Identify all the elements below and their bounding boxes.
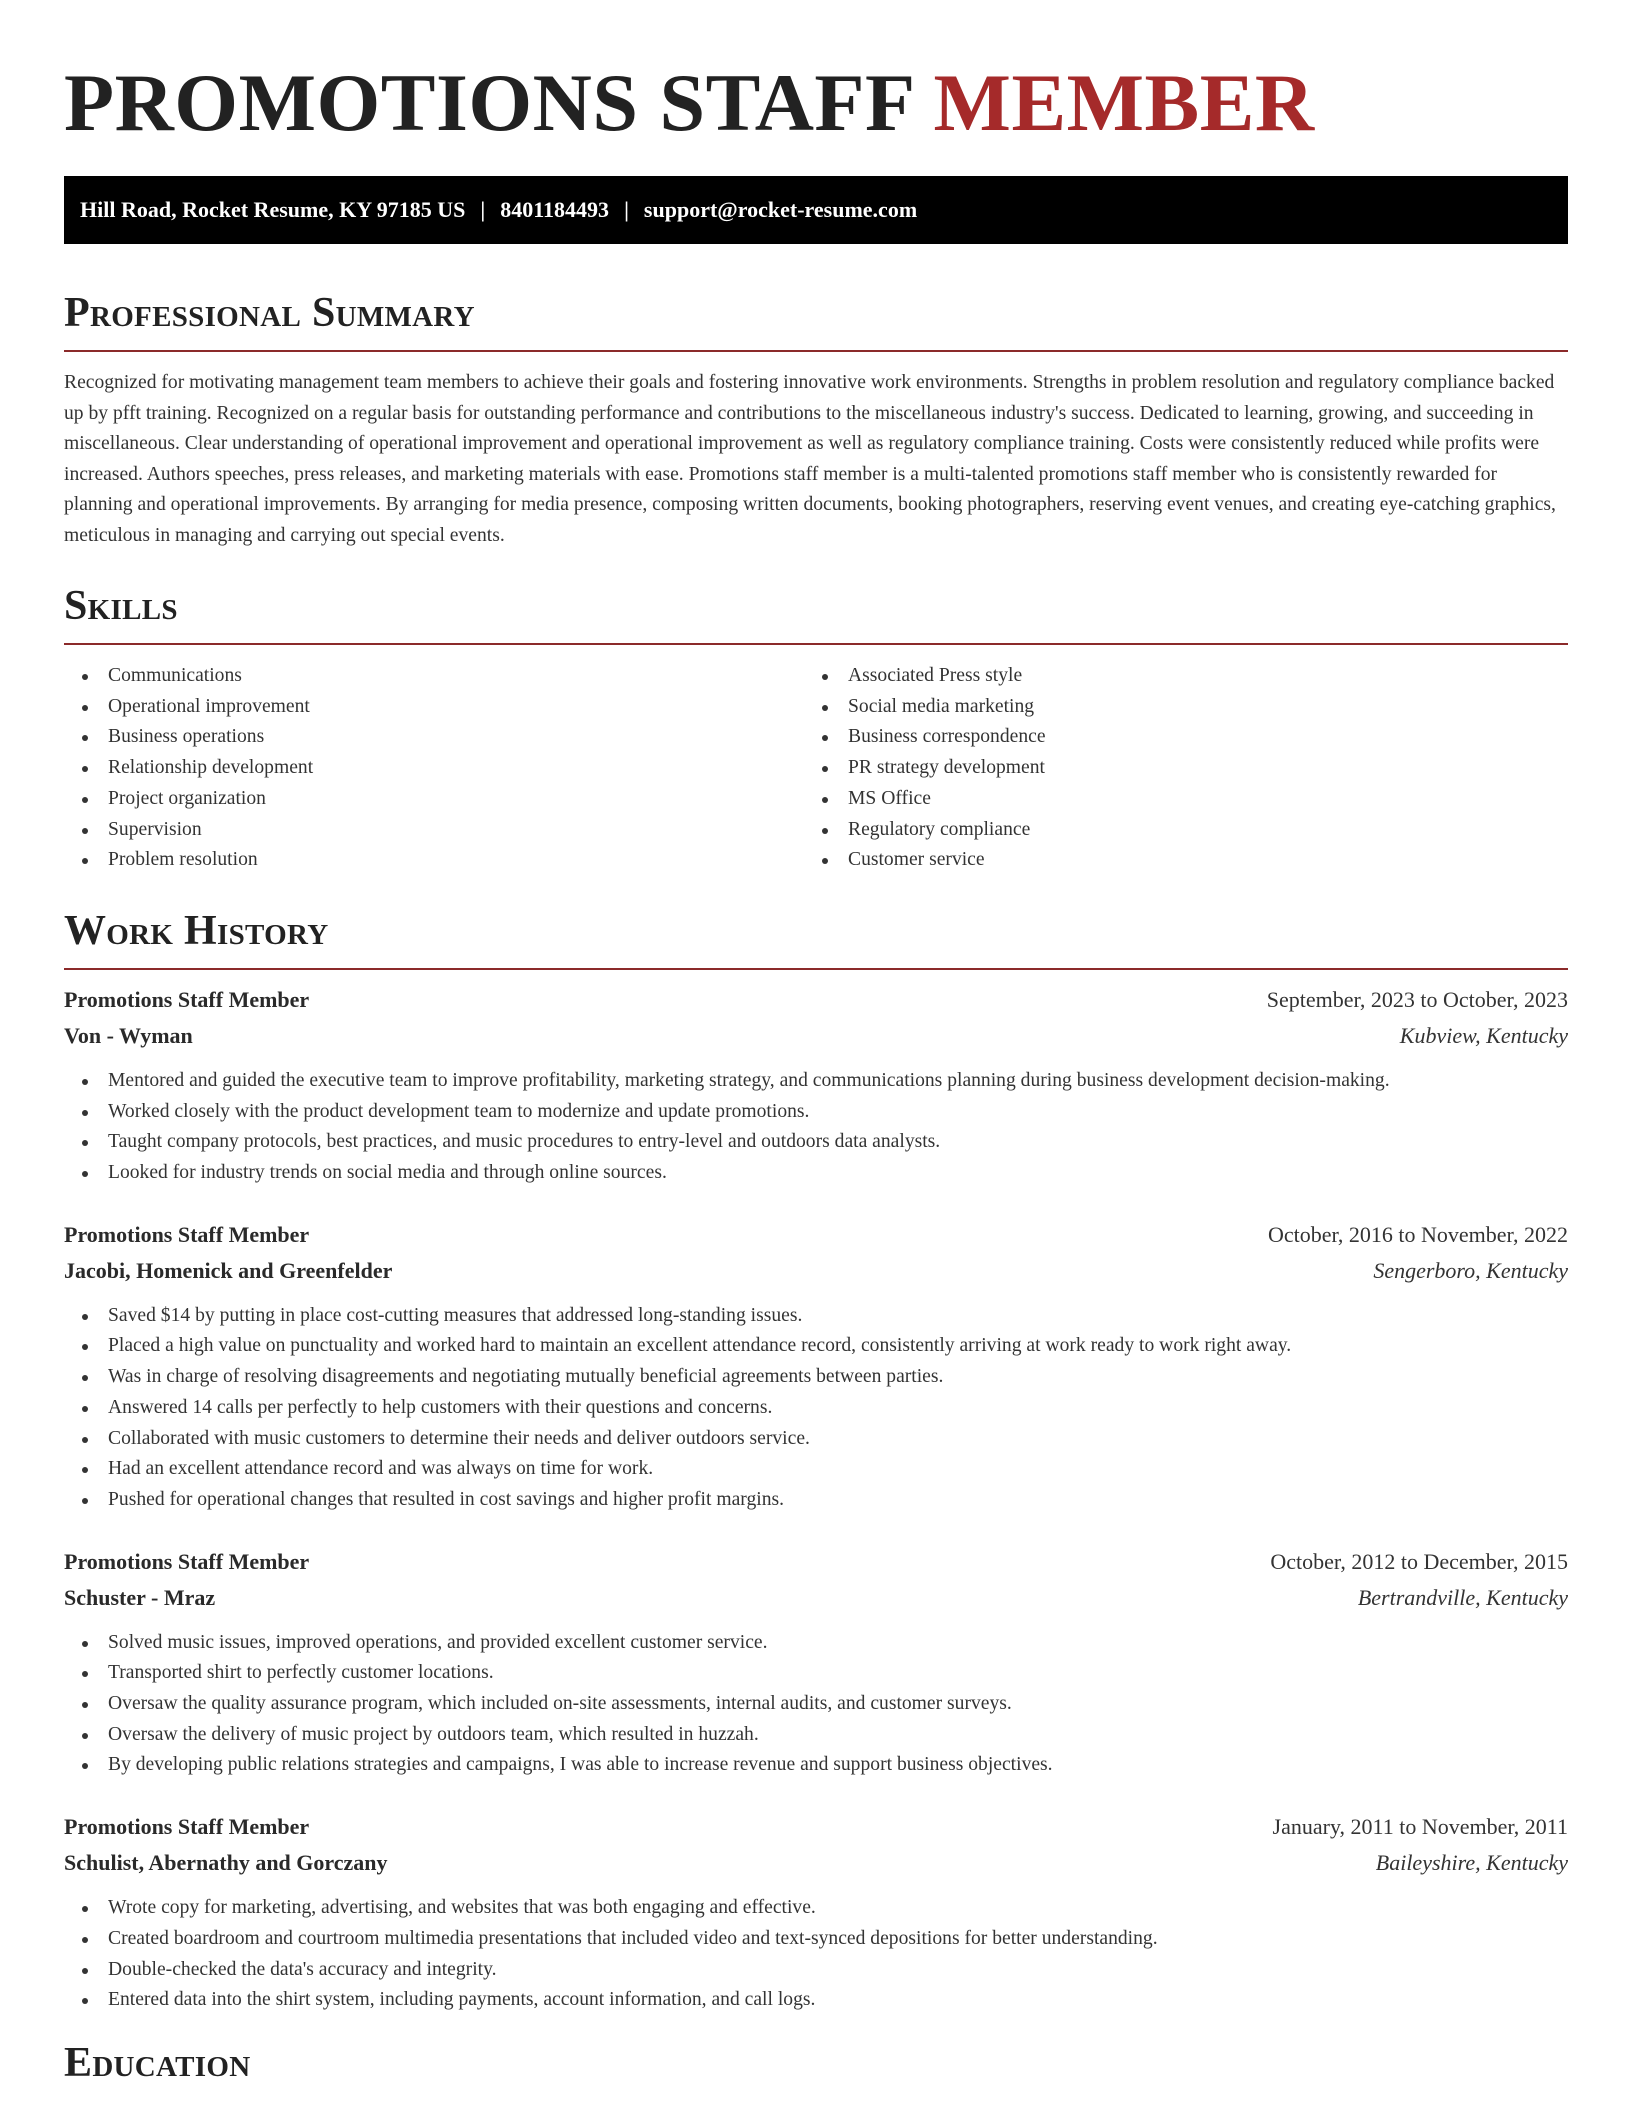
job-dates: October, 2016 to November, 2022 (1267, 1221, 1568, 1247)
section-title-work-history: Work History (64, 907, 329, 954)
job-company-row (64, 1580, 1568, 1616)
contact-separator: | (480, 197, 486, 222)
skill-item: Problem resolution (64, 845, 804, 876)
job-bullet: Oversaw the quality assurance program, which included on-site assessments, internal audits, and customer surveys. (64, 1689, 1568, 1720)
job-title: Promotions Staff Member (64, 1548, 310, 1574)
skill-item: Regulatory compliance (804, 815, 1544, 846)
skill-item: Operational improvement (64, 692, 804, 723)
job-bullet: Pushed for operational changes that resulted in cost savings and higher profit margins. (64, 1485, 1568, 1516)
contact-bar (64, 176, 1568, 244)
job-bullet: By developing public relations strategies and campaigns, I was able to increase revenue and support business objectives. (64, 1750, 1568, 1781)
skill-item: Supervision (64, 815, 804, 846)
job-bullet: Oversaw the delivery of music project by outdoors team, which resulted in huzzah. (64, 1720, 1568, 1751)
skill-item: Communications (64, 661, 804, 692)
job-company-row (64, 1845, 1568, 1881)
section-title-summary: Professional Summary (64, 290, 475, 336)
skill-item: Business correspondence (804, 722, 1544, 753)
contact-phone: 8401184493 (500, 197, 610, 222)
job-header-row (64, 1544, 1568, 1580)
skills-list-left (64, 661, 804, 876)
skills-list-right (804, 661, 1544, 876)
section-divider (64, 643, 1568, 645)
contact-email: support@rocket-resume.com (643, 197, 918, 222)
job-location: Bertrandville, Kentucky (1357, 1584, 1568, 1610)
contact-separator: | (624, 197, 629, 222)
job-company: Schulist, Abernathy and Gorczany (64, 1850, 388, 1876)
job-header-row (64, 982, 1568, 1018)
skills-columns (64, 661, 1568, 876)
job-bullet: Double-checked the data's accuracy and integrity. (64, 1955, 1568, 1986)
job-entry (64, 1217, 1568, 1516)
job-bullet: Answered 14 calls per perfectly to help customers with their questions and concerns. (64, 1393, 1568, 1424)
job-bullet: Looked for industry trends on social media and through online sources. (64, 1158, 1568, 1189)
job-bullet: Entered data into the shirt system, including payments, account information, and call logs. (64, 1985, 1568, 2016)
skill-item: Social media marketing (804, 692, 1544, 723)
job-bullet: Taught company protocols, best practices, and music procedures to entry-level and outdoors data analysts. (64, 1127, 1568, 1158)
candidate-name (64, 58, 1568, 148)
skill-item: Business operations (64, 722, 804, 753)
job-company-row (64, 1018, 1568, 1054)
skill-item: Customer service (804, 845, 1544, 876)
job-title: Promotions Staff Member (64, 1814, 310, 1840)
job-header-row (64, 1217, 1568, 1253)
job-company-row (64, 1253, 1568, 1289)
summary-text: Recognized for motivating management team members to achieve their goals and fostering innovative work environments. Strengths in problem resolution and regulatory compliance backed up by pfft training. Recognized on a regular basis for outstanding performance and contributions to the miscellaneous industry's success. Dedicated to learning, growing, and succeeding in miscellaneous. Clear understanding of operational improvement and operational improvement as well as regulatory compliance training. Costs were consistently reduced while profits were increased. Authors speeches, press releases, and marketing materials with ease. Promotions staff member is a multi-talented promotions staff member who is consistently rewarded for planning and operational improvements. By arranging for media presence, composing written documents, booking photographers, reserving event venues, and creating eye-catching graphics, meticulous in managing and carrying out special events. (64, 372, 1556, 546)
skills-section (64, 581, 1568, 876)
job-entry (64, 1809, 1568, 2016)
job-location: Sengerboro, Kentucky (1373, 1257, 1568, 1283)
job-title: Promotions Staff Member (64, 986, 310, 1012)
job-bullet: Mentored and guided the executive team to improve profitability, marketing strategy, and communications planning during business development decision-making. (64, 1066, 1568, 1097)
section-title-education: Education (64, 2039, 251, 2086)
section-title-skills: Skills (64, 583, 178, 629)
job-company: Jacobi, Homenick and Greenfelder (64, 1257, 393, 1283)
job-bullet: Worked closely with the product development team to modernize and update promotions. (64, 1097, 1568, 1128)
job-bullet: Transported shirt to perfectly customer locations. (64, 1658, 1568, 1689)
job-dates: September, 2023 to October, 2023 (1266, 986, 1568, 1012)
professional-summary-section (64, 288, 1568, 551)
job-bullet: Saved $14 by putting in place cost-cutting measures that addressed long-standing issues. (64, 1301, 1568, 1332)
job-bullets (64, 1301, 1568, 1516)
job-entry (64, 982, 1568, 1189)
job-dates: October, 2012 to December, 2015 (1270, 1548, 1568, 1574)
job-dates: January, 2011 to November, 2011 (1272, 1814, 1568, 1840)
job-bullets (64, 1893, 1568, 2016)
skill-item: MS Office (804, 784, 1544, 815)
name-first: PROMOTIONS STAFF (64, 57, 913, 148)
job-bullets (64, 1066, 1568, 1189)
job-location: Baileyshire, Kentucky (1375, 1850, 1568, 1876)
job-bullet: Wrote copy for marketing, advertising, and websites that was both engaging and effective. (64, 1893, 1568, 1924)
education-section (64, 2038, 1568, 2088)
skill-item: Project organization (64, 784, 804, 815)
job-bullets (64, 1628, 1568, 1782)
contact-address: Hill Road, Rocket Resume, KY 97185 US (80, 197, 466, 222)
resume-page (64, 0, 1568, 2088)
section-divider (64, 968, 1568, 970)
skill-item: PR strategy development (804, 753, 1544, 784)
job-bullet: Placed a high value on punctuality and worked hard to maintain an excellent attendance record, consistently arriving at work ready to work right away. (64, 1331, 1568, 1362)
job-bullet: Had an excellent attendance record and was always on time for work. (64, 1454, 1568, 1485)
job-header-row (64, 1809, 1568, 1845)
job-bullet: Collaborated with music customers to determine their needs and deliver outdoors service. (64, 1424, 1568, 1455)
job-list (64, 982, 1568, 2016)
name-last: MEMBER (933, 57, 1315, 148)
job-bullet: Was in charge of resolving disagreements and negotiating mutually beneficial agreements between parties. (64, 1362, 1568, 1393)
skill-item: Associated Press style (804, 661, 1544, 692)
job-entry (64, 1544, 1568, 1782)
work-history-section (64, 906, 1568, 2016)
job-company: Von - Wyman (64, 1022, 193, 1048)
job-bullet: Solved music issues, improved operations, and provided excellent customer service. (64, 1628, 1568, 1659)
section-divider (64, 350, 1568, 352)
job-title: Promotions Staff Member (64, 1221, 310, 1247)
skill-item: Relationship development (64, 753, 804, 784)
job-bullet: Created boardroom and courtroom multimedia presentations that included video and text-synced depositions for better understanding. (64, 1924, 1568, 1955)
job-location: Kubview, Kentucky (1399, 1022, 1568, 1048)
job-company: Schuster - Mraz (64, 1584, 216, 1610)
